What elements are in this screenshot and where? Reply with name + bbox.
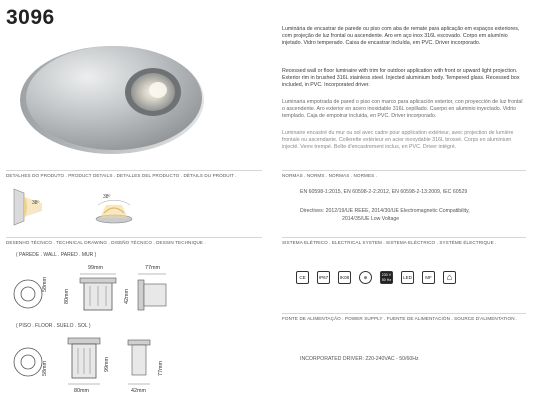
angle-wall-label: 38º xyxy=(32,200,40,206)
voltage-icon: 230 V 50 Hz xyxy=(380,271,393,284)
section-power-header: FONTE DE ALIMENTAÇÃO . POWER SUPPLY . FUENTE DE ALIMENTACIÓN . SOURCE D'ALIMENTATION . xyxy=(282,316,518,321)
section-norms-header: NORMAS . NORMS . NORMAS . NORMES . xyxy=(282,173,378,178)
dim-58-floor: 58mm xyxy=(42,361,48,376)
dim-80-wall: 80mm xyxy=(64,289,70,304)
divider xyxy=(6,237,262,238)
product-code: 3096 xyxy=(6,6,55,29)
house-icon: ⌂ xyxy=(443,271,456,284)
divider xyxy=(282,237,526,238)
divider xyxy=(282,313,526,314)
dim-58-wall: 58mm xyxy=(42,277,48,292)
ik08-icon: IK08 xyxy=(338,271,351,284)
norms-directives-1: Directives: 2012/19/UE REEE, 2014/30/UE Electromagnetic Compatibility, xyxy=(300,208,470,214)
ce-icon: CE xyxy=(296,271,309,284)
divider xyxy=(282,170,526,171)
description-es: Luminaria empotrada de pared o piso con marco para aplicación exterior, con proyección de luz frontal o ascendente. Aro exterior en acero inoxidable 316L cepillado. Cuerpo en aluminio inyectado. Vidrio templado. Caja de empotrar incluida, en PVC. Driver incorporado. xyxy=(282,99,523,120)
power-driver: INCORPORATED DRIVER: 220-240VAC - 50/60Hz xyxy=(300,356,419,362)
norms-standards: EN 60598-1:2015, EN 60598-2-2:2012, EN 60598-2-13:2009, IEC 60529 xyxy=(300,189,468,195)
electrical-icons xyxy=(296,271,456,284)
dim-80-floor: 80mm xyxy=(74,388,89,394)
dim-99-floor: 99mm xyxy=(104,357,110,372)
divider xyxy=(6,170,262,171)
floor-label: ( PISO . FLOOR . SUELO . SOL ) xyxy=(16,323,91,329)
description-en: Recessed wall or floor luminaire with trim for outdoor application with front or upward light projection. Exterior rim in brushed 316L stainless steel. Injected aluminium body. Tempered glass. Recessed box included, in PVC. Incorporated driver. xyxy=(282,68,520,89)
section-drawing-header: DESENHO TÉCNICO . TECHNICAL DRAWING . DISEÑO TÉCNICO . DESSIN TECHNIQUE . xyxy=(6,240,206,245)
dim-99-wall: 99mm xyxy=(88,265,103,271)
dim-77-floor: 77mm xyxy=(158,361,164,376)
ip67-icon: IP67 xyxy=(317,271,330,284)
dim-42-wall: 42mm xyxy=(124,289,130,304)
description-pt: Luminária de encastrar de parede ou piso com aba de remate para aplicação em espaços exteriores, com projeção de luz frontal ou ascendente. Aro em aço inox 316L escovado. Corpo em alumínio injetado. Vidro temperado. Caixa de encastrar incluída, em PVC. Driver incorporado. xyxy=(282,26,520,47)
class-icon: ⊕ xyxy=(359,271,372,284)
section-details-header: DETALHES DO PRODUTO . PRODUCT DETAILS . DETALLES DEL PRODUCTO . DÉTAILS DU PRODUIT . xyxy=(6,173,237,178)
wall-label: ( PAREDE . WALL . PARED . MUR ) xyxy=(16,252,97,258)
led-icon: LED xyxy=(401,271,414,284)
dim-42-floor: 42mm xyxy=(131,388,146,394)
dim-77-wall: 77mm xyxy=(145,265,160,271)
floor-technical-drawing xyxy=(6,330,176,396)
section-electrical-header: SISTEMA ELÉTRICO . ELECTRICAL SYSTEM . SISTEMA ELÉCTRICO . SYSTÈME ÉLECTRIQUE . xyxy=(282,240,497,245)
angle-floor-label: 38º xyxy=(103,194,111,200)
light-angle-diagrams xyxy=(6,183,166,231)
description-fr: Luminaire encastré du mur ou sol avec cadre pour application extérieur, avec projection de lumière frontale ou ascendante. Collerette extérieur en acier inoxydable 316L brossé. Corps en aluminium injecté. Verre trempé. Boîte d'encastrement inclus, en PVC. Driver intégré. xyxy=(282,130,514,151)
norms-directives-2: 2014/35/UE Low Voltage xyxy=(342,216,400,222)
product-image xyxy=(8,42,218,162)
mf-icon: MF xyxy=(422,271,435,284)
